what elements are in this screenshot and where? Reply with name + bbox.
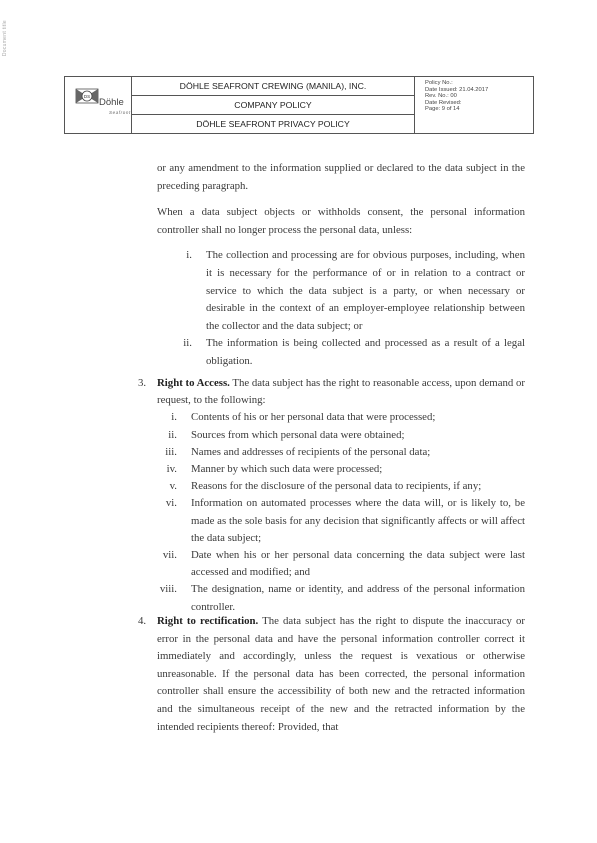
list-item <box>157 427 525 444</box>
list-item <box>157 581 525 615</box>
item-text: Date when his or her personal data concerning the data subject were last accessed and modified; and <box>191 549 525 579</box>
body-top <box>157 160 525 371</box>
ship-flag-logo-icon <box>74 85 100 107</box>
item-number: iii. <box>165 445 177 458</box>
item-text: The information is being collected and processed as a result of a legal obligation. <box>206 337 525 367</box>
item-text: The designation, name or identity, and address of the personal information controller. <box>191 583 525 613</box>
item-number: vi. <box>165 497 177 510</box>
logo-subtext: Seafront <box>109 110 131 115</box>
item-text: The collection and processing are for obvious purposes, including, when it is necessary for the performance of or in relation to a contract or service to which the data subject is a party, or when necessary or desirable in the context of an employer-employee relationship between the collector and the data subject; or <box>206 249 525 332</box>
side-note: Document title <box>2 20 8 57</box>
section-right-to-access <box>138 375 525 616</box>
item-number: ii. <box>183 337 192 350</box>
section-text <box>157 613 525 736</box>
item-number: ii. <box>168 428 177 441</box>
list-item <box>157 247 525 335</box>
item-text: Reasons for the disclosure of the personal data to recipients, if any; <box>191 480 482 493</box>
info-line: Date Revised: <box>425 99 462 106</box>
section-number: 3. <box>138 377 147 389</box>
list-item <box>157 495 525 547</box>
item-text: Manner by which such data were processed; <box>191 463 383 476</box>
document-header <box>64 76 534 134</box>
item-text: Names and addresses of recipients of the personal data; <box>191 445 431 458</box>
section-right-to-rectification <box>138 613 525 736</box>
paragraph: When a data subject objects or withholds consent, the personal information controller shall no longer process the personal data, unless: <box>157 206 525 236</box>
section-heading: Right to rectification. <box>157 615 259 627</box>
info-line: Rev. No.: 00 <box>425 93 457 100</box>
section-heading: Right to Access. <box>157 377 230 389</box>
info-line: Date Issued: 21.04.2017 <box>425 86 489 93</box>
policy-type: COMPANY POLICY <box>132 96 414 115</box>
item-text: Information on automated processes where the data will, or is likely to, be made as the sole basis for any decision that significantly affects or will affect the data subject; <box>191 497 525 544</box>
section-intro-text: The data subject has the right to reasonable access, upon demand or request, to the following: <box>157 377 525 407</box>
access-list <box>157 409 525 615</box>
item-number: iv. <box>166 463 177 476</box>
item-number: v. <box>169 480 177 493</box>
list-item <box>157 461 525 478</box>
item-text: Contents of his or her personal data that were processed; <box>191 411 436 424</box>
list-item <box>157 335 525 370</box>
logo-badge-text: DS <box>83 94 91 99</box>
logo-text: Döhle <box>99 97 124 108</box>
item-number: viii. <box>159 583 177 596</box>
item-number: i. <box>171 411 177 424</box>
item-number: i. <box>186 249 192 262</box>
list-item <box>157 547 525 581</box>
unless-list <box>157 247 525 370</box>
title-cell <box>132 77 415 133</box>
item-number: vii. <box>162 549 177 562</box>
item-text: Sources from which personal data were obtained; <box>191 428 405 441</box>
info-line: Policy No.: <box>425 80 453 86</box>
list-item <box>157 409 525 426</box>
section-intro <box>157 375 525 409</box>
company-name: DÖHLE SEAFRONT CREWING (MANILA), INC. <box>132 77 414 96</box>
logo-cell <box>65 77 132 133</box>
list-item <box>157 444 525 461</box>
list-item <box>157 478 525 495</box>
paragraph: or any amendment to the information supplied or declared to the data subject in the preceding paragraph. <box>157 162 525 192</box>
section-number: 4. <box>138 615 147 627</box>
policy-name: DÖHLE SEAFRONT PRIVACY POLICY <box>196 119 350 129</box>
policy-info <box>415 77 533 133</box>
info-line: Page: 9 of 14 <box>425 106 460 113</box>
section-body-text: The data subject has the right to dispute the inaccuracy or error in the personal data and have the personal information controller correct it immediately and accordingly, unless the request is vexatious or otherwise unreasonable. If the personal data has been corrected, the personal information controller shall ensure the accessibility of both new and the retracted information and the simultaneous receipt of the new and the retracted information by the intended recipients thereof: Provided, that <box>157 615 525 733</box>
